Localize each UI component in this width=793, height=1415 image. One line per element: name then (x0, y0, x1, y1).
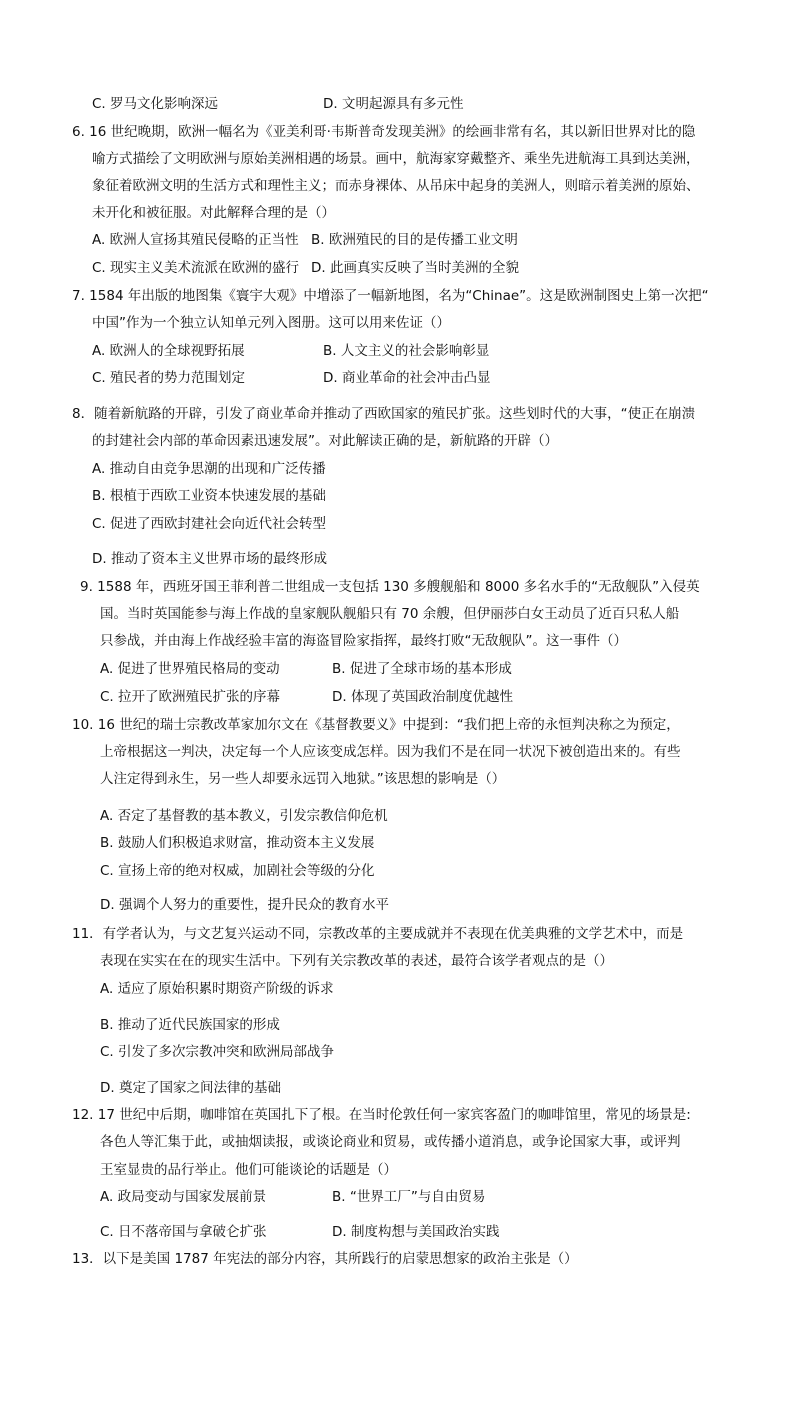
q11-option-d: D. 奠定了国家之间法律的基础 (100, 1080, 281, 1096)
q8-option-c: C. 促进了西欧封建社会向近代社会转型 (92, 516, 327, 532)
q6-option-c: C. 现实主义美术流派在欧洲的盛行 (92, 260, 300, 276)
q11-option-c: C. 引发了多次宗教冲突和欧洲局部战争 (100, 1044, 335, 1060)
q11-option-a: A. 适应了原始积累时期资产阶级的诉求 (100, 981, 334, 997)
q10-stem-line-3: 人注定得到永生，另一些人却要永远罚入地狱。”该思想的影响是（） (100, 771, 506, 787)
q12-stem-line-3: 王室显贵的品行举止。他们可能谈论的话题是（） (100, 1162, 397, 1178)
q10-option-d: D. 强调个人努力的重要性，提升民众的教育水平 (100, 897, 389, 913)
q13-stem-line-1: 13．以下是美国 1787 年宪法的部分内容，其所践行的启蒙思想家的政治主张是（） (72, 1251, 578, 1267)
q10-stem-line-2: 上帝根据这一判决，决定每一个人应该变成怎样。因为我们不是在同一状况下被创造出来的。有些 (100, 744, 681, 760)
q7-stem-line-2: 中国”作为一个独立认知单元列入图册。这可以用来佐证（） (92, 315, 450, 331)
q10-option-a: A. 否定了基督教的基本教义，引发宗教信仰危机 (100, 808, 388, 824)
q9-option-b: B. 促进了全球市场的基本形成 (332, 661, 512, 677)
q6-stem-line-4: 未开化和被征服。对此解释合理的是（） (92, 205, 335, 221)
q9-stem-line-2: 国。当时英国能参与海上作战的皇家舰队舰船只有 70 余艘，但伊丽莎白女王动员了近百只私人船 (100, 606, 680, 622)
q10-option-c: C. 宣扬上帝的绝对权威，加剧社会等级的分化 (100, 863, 375, 879)
q5-option-c: C. 罗马文化影响深远 (92, 96, 219, 112)
q9-stem-line-1: 9. 1588 年，西班牙国王菲利普二世组成一支包括 130 多艘舰船和 8000 多名水手的“无敌舰队”入侵英 (80, 579, 700, 595)
q9-option-d: D. 体现了英国政治制度优越性 (332, 689, 513, 705)
q8-stem-line-2: 的封建社会内部的革命因素迅速发展”。对此解读正确的是，新航路的开辟（） (92, 433, 558, 449)
q12-option-d: D. 制度构想与美国政治实践 (332, 1224, 500, 1240)
q12-option-a: A. 政局变动与国家发展前景 (100, 1189, 267, 1205)
q8-option-d: D. 推动了资本主义世界市场的最终形成 (92, 551, 327, 567)
q8-option-a: A. 推动自由竞争思潮的出现和广泛传播 (92, 461, 326, 477)
q9-stem-line-3: 只参战，并由海上作战经验丰富的海盗冒险家指挥，最终打败“无敌舰队”。这一事件（） (100, 633, 627, 649)
q6-stem-line-3: 象征着欧洲文明的生活方式和理性主义；而赤身裸体、从吊床中起身的美洲人，则暗示着美洲的原始、 (92, 178, 700, 194)
q6-option-d: D. 此画真实反映了当时美洲的全貌 (311, 260, 519, 276)
q12-option-b: B. “世界工厂”与自由贸易 (332, 1189, 486, 1205)
q6-option-a: A. 欧洲人宣扬其殖民侵略的正当性 (92, 232, 299, 248)
q9-option-c: C. 拉开了欧洲殖民扩张的序幕 (100, 689, 281, 705)
q7-option-b: B. 人文主义的社会影响彰显 (323, 343, 490, 359)
q12-stem-line-2: 各色人等汇集于此，或抽烟读报，或谈论商业和贸易，或传播小道消息，或争论国家大事，或评判 (100, 1134, 681, 1150)
q8-option-b: B. 根植于西欧工业资本快速发展的基础 (92, 488, 326, 504)
q7-option-c: C. 殖民者的势力范围划定 (92, 370, 246, 386)
q12-stem-line-1: 12. 17 世纪中后期，咖啡馆在英国扎下了根。在当时伦敦任何一家宾客盈门的咖啡馆里，常见的场景是: (72, 1107, 691, 1123)
q11-stem-line-2: 表现在实实在在的现实生活中。下列有关宗教改革的表述，最符合该学者观点的是（） (100, 953, 613, 969)
q9-option-a: A. 促进了世界殖民格局的变动 (100, 661, 280, 677)
q11-option-b: B. 推动了近代民族国家的形成 (100, 1017, 280, 1033)
q10-stem-line-1: 10. 16 世纪的瑞士宗教改革家加尔文在《基督教要义》中提到：“我们把上帝的永恒判决称之为预定， (72, 717, 680, 733)
q5-option-d: D. 文明起源具有多元性 (323, 96, 464, 112)
q8-stem-line-1: 8．随着新航路的开辟，引发了商业革命并推动了西欧国家的殖民扩张。这些划时代的大事，“使正在崩溃 (72, 406, 696, 422)
q6-stem-line-1: 6. 16 世纪晚期，欧洲一幅名为《亚美利哥·韦斯普奇发现美洲》的绘画非常有名，其以新旧世界对比的隐 (72, 124, 696, 140)
q7-option-a: A. 欧洲人的全球视野拓展 (92, 343, 245, 359)
q12-option-c: C. 日不落帝国与拿破仑扩张 (100, 1224, 267, 1240)
q11-stem-line-1: 11．有学者认为，与文艺复兴运动不同，宗教改革的主要成就并不表现在优美典雅的文学艺术中，而是 (72, 926, 684, 942)
q7-stem-line-1: 7. 1584 年出版的地图集《寰宇大观》中增添了一幅新地图，名为“Chinae”。这是欧洲制图史上第一次把“ (72, 288, 709, 304)
q10-option-b: B. 鼓励人们积极追求财富，推动资本主义发展 (100, 835, 375, 851)
q6-option-b: B. 欧洲殖民的目的是传播工业文明 (311, 232, 518, 248)
q6-stem-line-2: 喻方式描绘了文明欧洲与原始美洲相遇的场景。画中，航海家穿戴整齐、乘坐先进航海工具到达美洲， (92, 151, 700, 167)
q7-option-d: D. 商业革命的社会冲击凸显 (323, 370, 491, 386)
